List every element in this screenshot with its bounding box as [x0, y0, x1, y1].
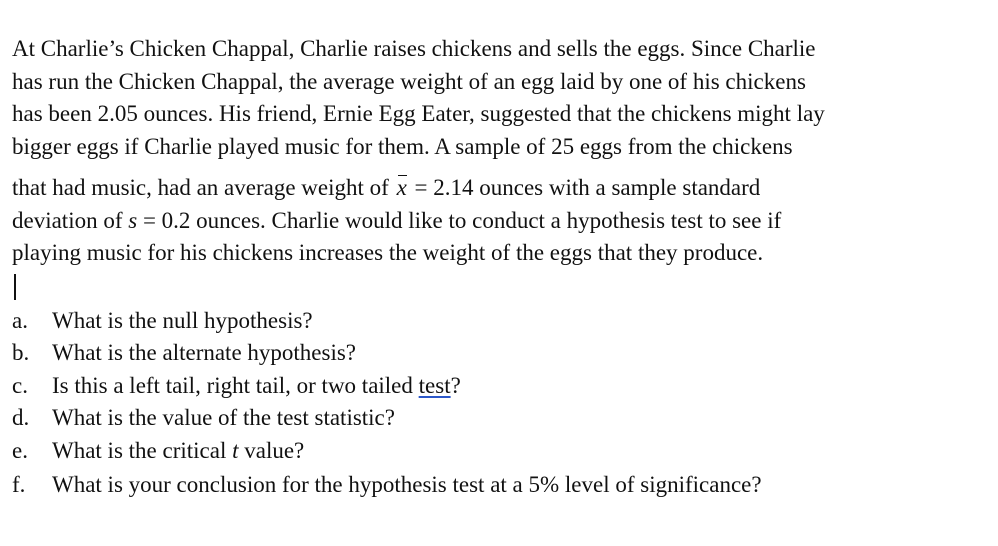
line-5-text-after: = 2.14 ounces with a sample standard — [408, 175, 761, 200]
question-letter: a. — [12, 307, 28, 333]
std-dev-symbol: s — [128, 207, 138, 233]
document-body — [12, 33, 972, 505]
question-list — [12, 308, 972, 505]
question-letter: f. — [12, 472, 26, 497]
problem-line-7: playing music for his chickens increases the weight of the eggs that they produce. — [12, 240, 764, 265]
question-text: What is the null hypothesis? — [52, 307, 313, 333]
question-item — [12, 373, 972, 406]
t-symbol: t — [232, 437, 239, 463]
question-item — [12, 405, 972, 438]
line-6-text-after: = 0.2 ounces. Charlie would like to conduct a hypothesis test to see if — [137, 207, 782, 233]
question-letter: c. — [12, 372, 28, 398]
question-text: What is the alternate hypothesis? — [52, 340, 357, 365]
question-text: What is your conclusion for the hypothesis test at a 5% level of significance? — [52, 472, 762, 497]
sample-mean-symbol: x — [395, 172, 409, 205]
problem-statement — [12, 33, 972, 270]
problem-line-2: has run the Chicken Chappal, the average weight of an egg laid by one of his chickens — [12, 68, 806, 94]
line-5-text-before: that had music, had an average weight of — [12, 175, 395, 200]
question-text-after: ? — [450, 372, 461, 398]
question-letter: d. — [12, 405, 30, 430]
text-cursor[interactable] — [14, 274, 16, 300]
question-text-before: Is this a left tail, right tail, or two tailed — [52, 372, 419, 398]
question-text-after: value? — [238, 437, 305, 463]
problem-line-1: At Charlie’s Chicken Chappal, Charlie raises chickens and sells the eggs. Since Charlie — [12, 36, 816, 61]
question-text — [52, 373, 461, 399]
question-letter: e. — [12, 437, 28, 463]
question-text-before: What is the critical — [52, 437, 233, 463]
question-letter: b. — [12, 340, 30, 365]
problem-line-6 — [12, 205, 972, 238]
problem-line-5 — [12, 172, 972, 205]
question-text: What is the value of the test statistic? — [52, 405, 395, 430]
question-text — [52, 438, 304, 464]
line-6-text-before: deviation of — [12, 207, 129, 233]
question-item — [12, 308, 972, 341]
problem-line-3: has been 2.05 ounces. His friend, Ernie Egg Eater, suggested that the chickens might lay — [12, 101, 825, 126]
question-item — [12, 472, 972, 505]
question-item — [12, 340, 972, 373]
problem-line-4: bigger eggs if Charlie played music for them. A sample of 25 eggs from the chickens — [12, 133, 793, 159]
question-item — [12, 438, 972, 471]
spellcheck-underlined-word[interactable]: test — [418, 372, 451, 398]
